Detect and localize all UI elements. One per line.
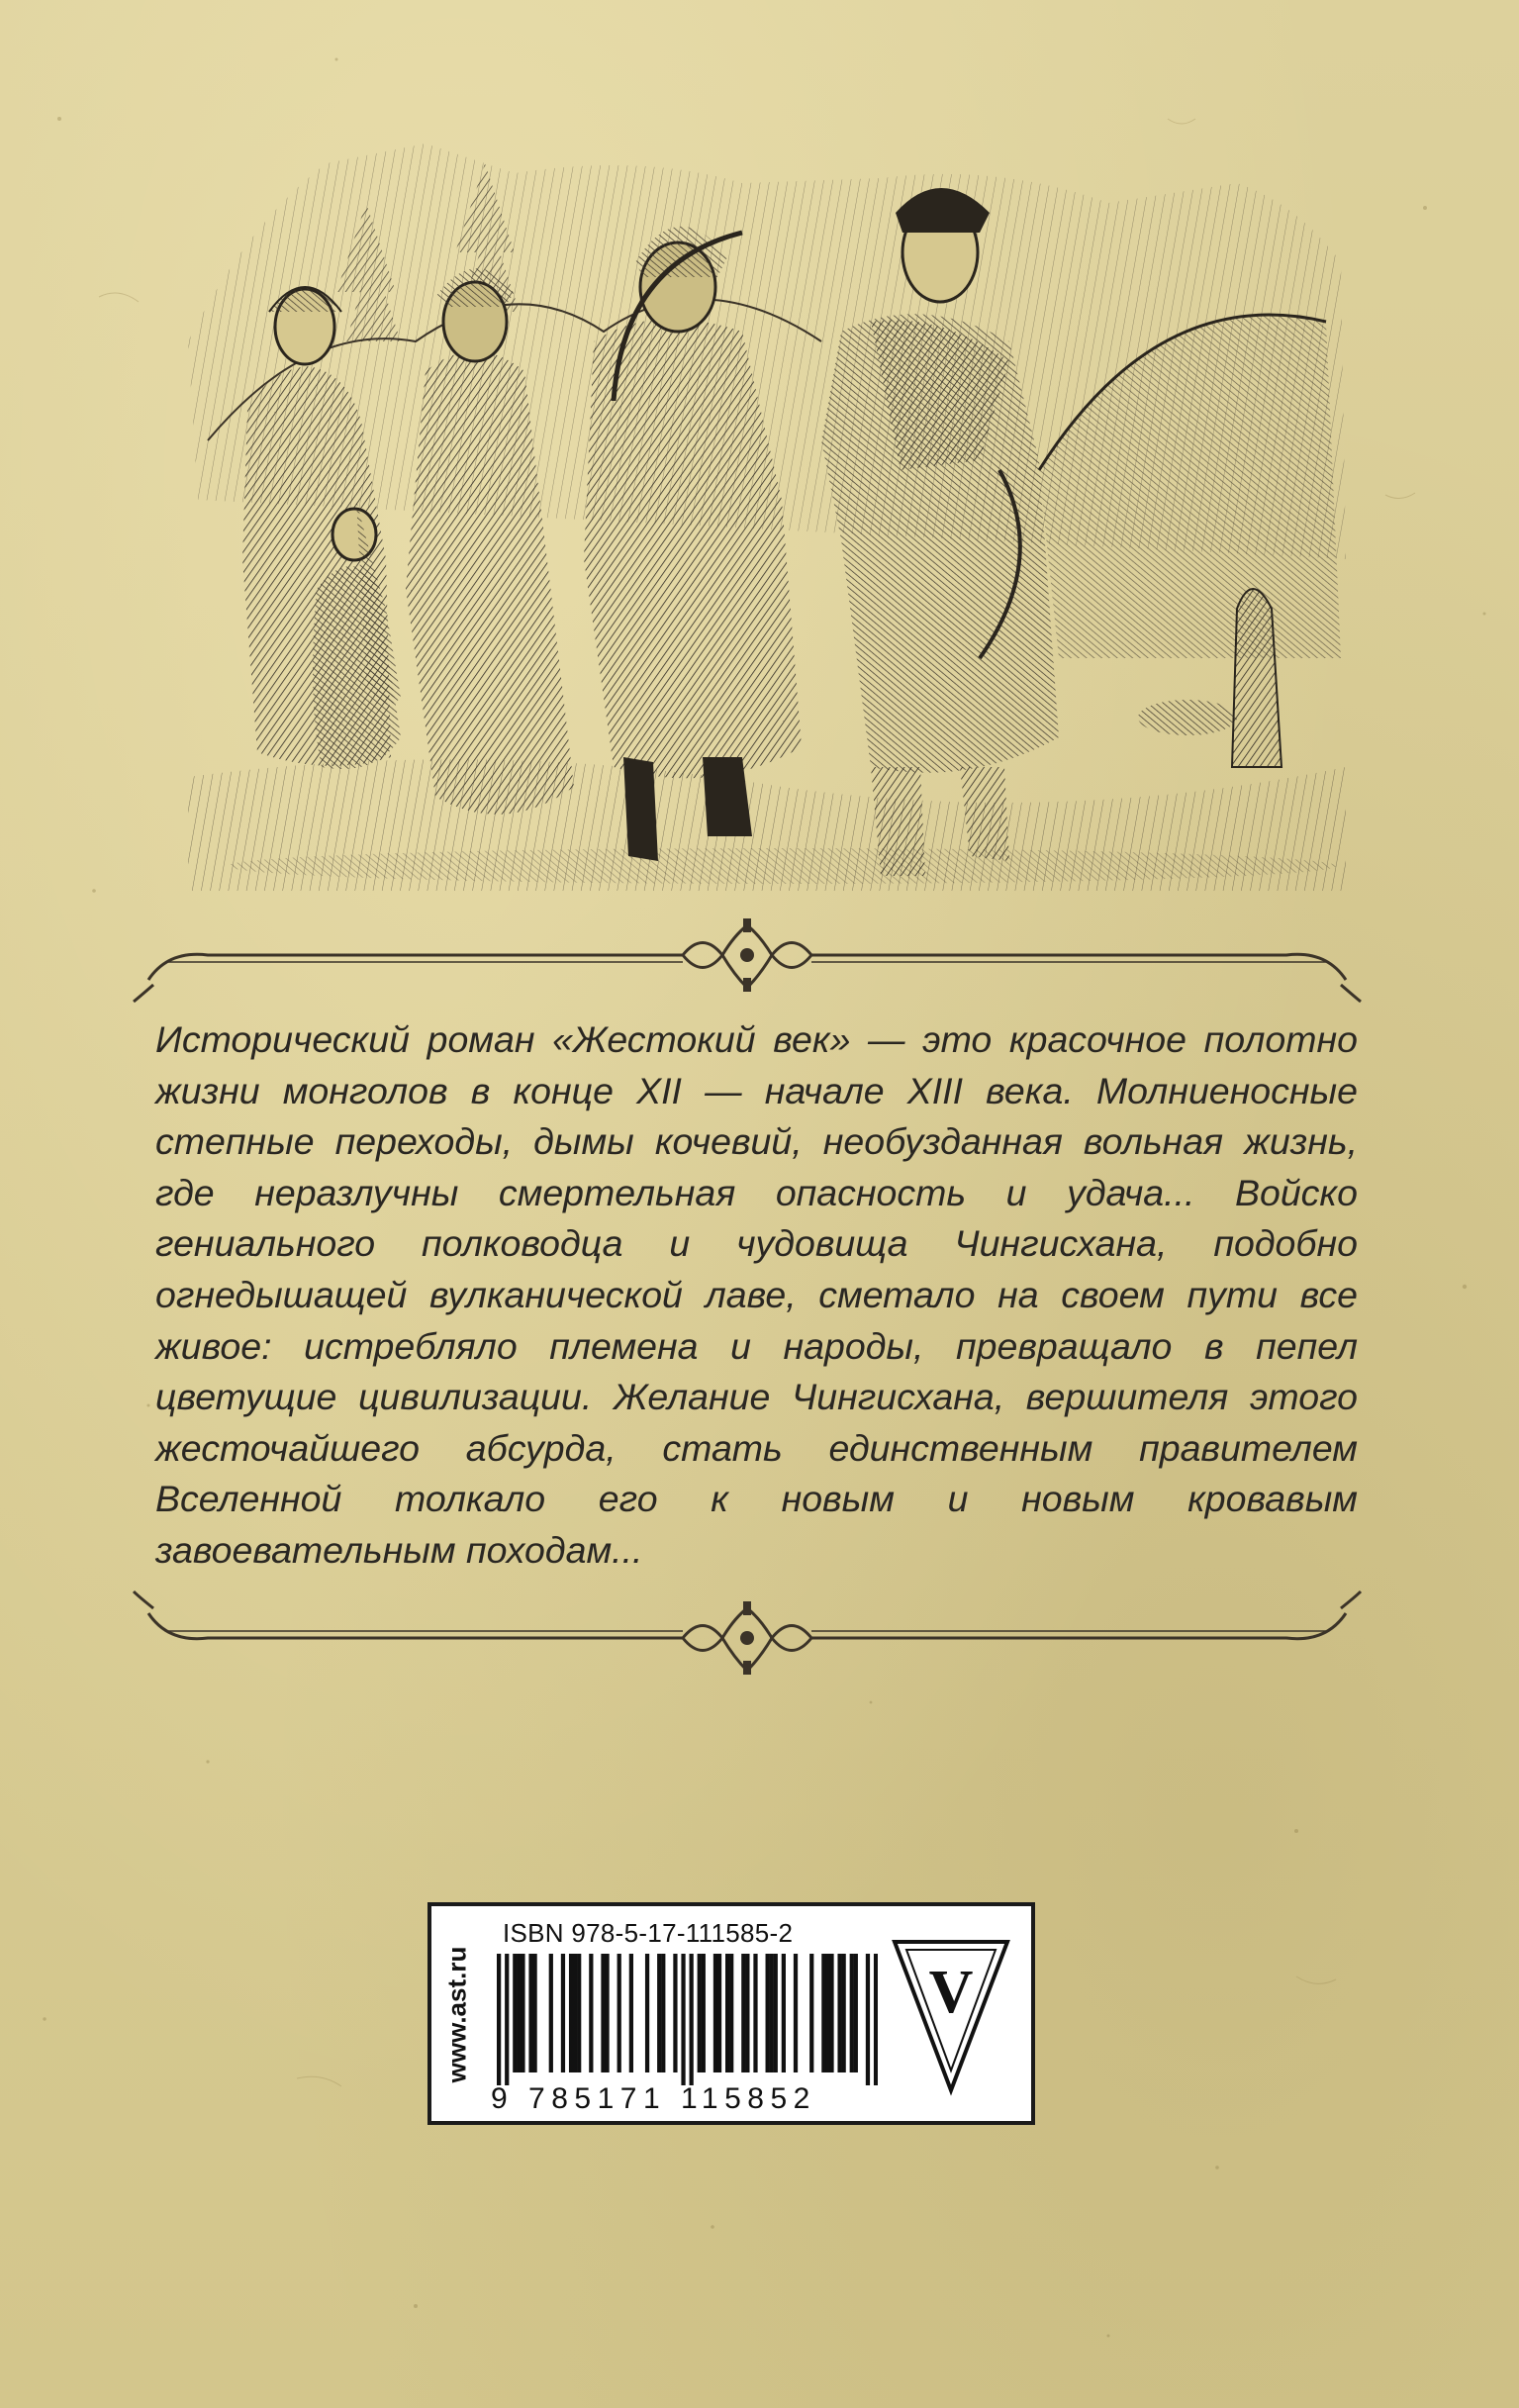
barcode-bar	[497, 1954, 501, 2085]
barcode-bar	[681, 1954, 685, 2085]
barcode-bar	[854, 1954, 858, 2072]
scroll-ornament-icon	[129, 911, 1366, 1005]
barcode-bar	[741, 1954, 745, 2072]
barcode-bar	[505, 1954, 509, 2085]
barcode-bar	[825, 1954, 829, 2072]
barcode-bar	[517, 1954, 521, 2072]
publisher-site-url	[437, 1903, 477, 2126]
barcode-bar	[528, 1954, 532, 2072]
barcode-bar	[829, 1954, 833, 2072]
barcode-bar	[661, 1954, 665, 2072]
publisher-logo	[889, 1936, 1013, 2096]
barcode-bar	[794, 1954, 798, 2072]
barcode-bar	[605, 1954, 609, 2072]
barcode-bar	[782, 1954, 786, 2072]
ean13-barcode	[497, 1954, 878, 2085]
barcode-bar	[725, 1954, 729, 2072]
barcode-bar	[702, 1954, 706, 2072]
barcode-bar	[766, 1954, 770, 2072]
barcode-bar	[717, 1954, 721, 2072]
ornament-divider-bottom	[129, 1589, 1366, 1683]
book-description: Исторический роман «Жестокий век» — это красочное полотно жизни монголов в конце XII — начале XIII века. Молниеносные степные переходы, дымы кочевий, необузданная вольная жизнь, где неразлучны смертельная опасность и удача... Войско гениального полководца и чудовища Чингисхана, подобно огнедышащей вулканической лаве, сметало на своем пути все живое: истребляло племена и народы, превращало в пепел цветущие цивилизации. Желание Чингисхана, вершителя этого жесточайшего абсурда, стать единственным правителем Вселенной толкало его к новым и новым кровавым завоевательным походам...	[155, 1018, 1358, 1571]
barcode-bar	[569, 1954, 573, 2072]
barcode-bar	[713, 1954, 717, 2072]
barcode-bar	[577, 1954, 581, 2072]
barcode-bar	[874, 1954, 878, 2085]
barcode-bar	[753, 1954, 757, 2072]
barcode-bar	[842, 1954, 846, 2072]
scroll-ornament-icon	[129, 1589, 1366, 1683]
barcode-digits: 9 785171 115852	[491, 2082, 816, 2115]
isbn-label: ISBN 978-5-17-111585-2	[503, 1918, 794, 1948]
barcode-bar	[698, 1954, 702, 2072]
barcode-bar	[770, 1954, 774, 2072]
engraving-mongol-people-icon	[188, 144, 1346, 891]
ornament-divider-top	[129, 911, 1366, 1005]
barcode-bar	[573, 1954, 577, 2072]
barcode-bar	[673, 1954, 677, 2072]
barcode-bar	[617, 1954, 621, 2072]
barcode-bar	[521, 1954, 524, 2072]
barcode-bar	[690, 1954, 694, 2085]
barcode-bar	[645, 1954, 649, 2072]
barcode-bar	[601, 1954, 605, 2072]
barcode-bar	[774, 1954, 778, 2072]
barcode-box	[427, 1902, 1035, 2125]
barcode-bar	[729, 1954, 733, 2072]
barcode-bar	[549, 1954, 553, 2072]
barcode-bar	[657, 1954, 661, 2072]
barcode-bar	[561, 1954, 565, 2072]
barcode-bar	[837, 1954, 841, 2072]
barcode-bar	[866, 1954, 870, 2085]
barcode-bar	[821, 1954, 825, 2072]
barcode-bar	[745, 1954, 749, 2072]
site-url-text: www.ast.ru	[441, 1946, 472, 2083]
logo-letter: V	[928, 1959, 974, 2026]
barcode-bar	[809, 1954, 813, 2072]
barcode-bar	[629, 1954, 633, 2072]
barcode-bar	[532, 1954, 536, 2072]
barcode-bar	[589, 1954, 593, 2072]
barcode-bar	[513, 1954, 517, 2072]
engraving-illustration	[188, 144, 1346, 891]
barcode-bar	[850, 1954, 854, 2072]
